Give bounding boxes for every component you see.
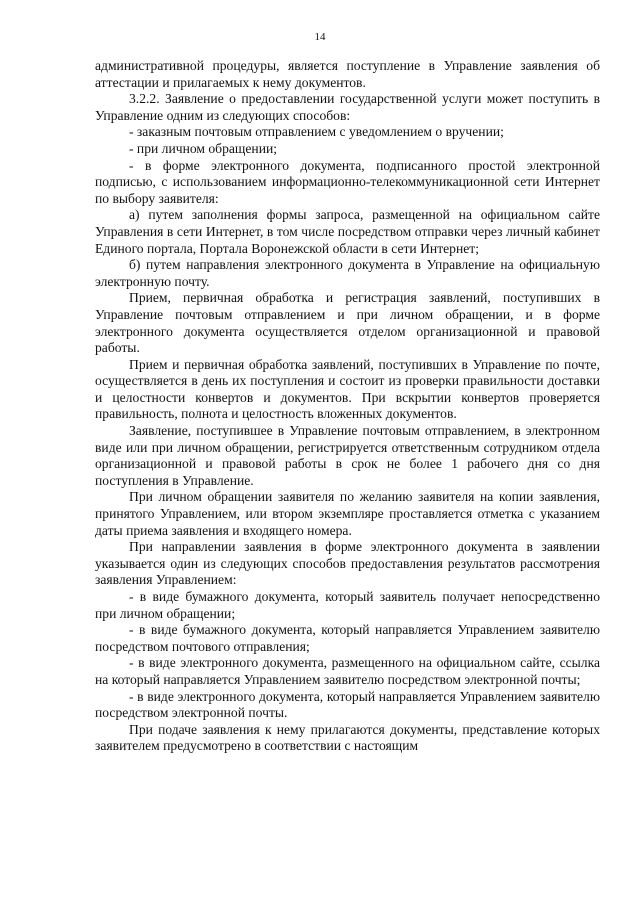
paragraph-5: - в форме электронного документа, подписанного простой электронной подписью, с использованием информационно-телекоммуникационной сети Интернет по выбору заявителя: xyxy=(95,157,600,206)
paragraph-16: - в виде электронного документа, который направляется Управлением заявителю посредством электронной почты. xyxy=(95,688,600,721)
paragraph-2: 3.2.2. Заявление о предоставлении государственной услуги может поступить в Управление одним из следующих способов: xyxy=(95,91,600,123)
paragraph-9: Прием и первичная обработка заявлений, поступивших в Управление по почте, осуществляется в день их поступления и состоит из проверки правильности доставки и целостности конвертов и документов. При вскрытии конвертов проверяется правильность, полнота и целостность вложенных документов. xyxy=(95,356,600,422)
page-number: 14 xyxy=(314,31,326,43)
paragraph-15: - в виде электронного документа, размещенного на официальном сайте, ссылка на который направляется Управлением заявителю посредством электронной почты; xyxy=(95,655,600,687)
paragraph-14: - в виде бумажного документа, который направляется Управлением заявителю посредством почтового отправления; xyxy=(95,622,600,654)
paragraph-7: б) путем направления электронного документа в Управление на официальную электронную почту. xyxy=(95,257,600,289)
paragraph-13: - в виде бумажного документа, который заявитель получает непосредственно при личном обращении; xyxy=(95,589,600,621)
paragraph-10: Заявление, поступившее в Управление почтовым отправлением, в электронном виде или при личном обращении, регистрируется ответственным сотрудником отдела организационной и правовой работы в срок не более 1 рабочего дня со дня поступления в Управление. xyxy=(95,423,600,488)
paragraph-6: а) путем заполнения формы запроса, размещенной на официальном сайте Управления в сети Интернет, в том числе посредством отправки через личный кабинет Единого портала, Портала Воронежской области в сети Интернет; xyxy=(95,207,600,256)
paragraph-8: Прием, первичная обработка и регистрация заявлений, поступивших в Управление почтовым отправлением и при личном обращении, и в форме электронного документа осуществляется отделом организационной и правовой работы. xyxy=(95,290,600,356)
paragraph-1: административной процедуры, является поступление в Управление заявления об аттестации и прилагаемых к нему документов. xyxy=(95,58,600,90)
document-body xyxy=(95,58,600,755)
paragraph-12: При направлении заявления в форме электронного документа в заявлении указывается один из следующих способов предоставления результатов рассмотрения заявления Управлением: xyxy=(95,539,600,588)
paragraph-3: - заказным почтовым отправлением с уведомлением о вручении; xyxy=(129,124,504,140)
paragraph-17: При подаче заявления к нему прилагаются документы, представление которых заявителем предусмотрено в соответствии с настоящим xyxy=(95,721,600,754)
paragraph-4: - при личном обращении; xyxy=(129,140,278,156)
paragraph-11: При личном обращении заявителя по желанию заявителя на копии заявления, принятого Управлением, или втором экземпляре проставляется отметка с указанием даты приема заявления и входящего номера. xyxy=(95,489,600,538)
